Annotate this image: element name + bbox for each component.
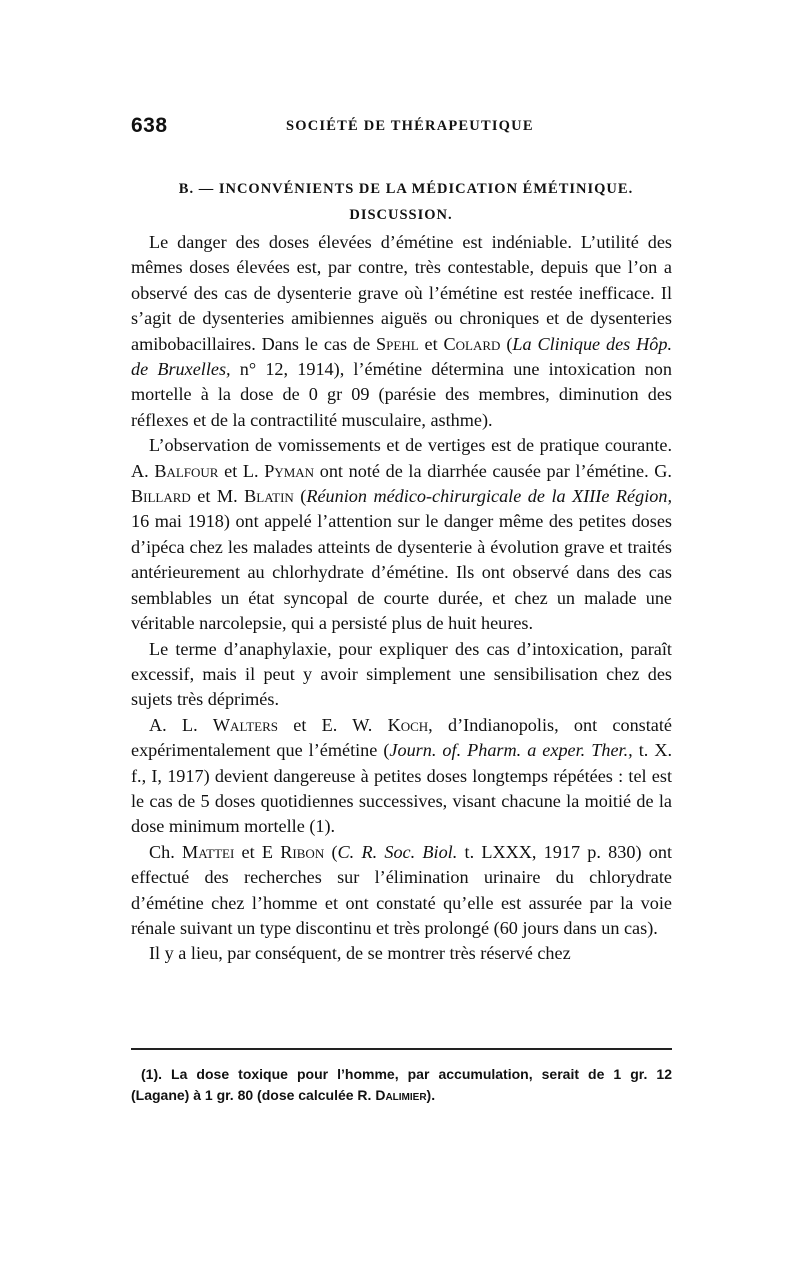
author-name: Dalimier xyxy=(375,1087,427,1103)
paragraph-6: Il y a lieu, par conséquent, de se montrer très réservé chez xyxy=(149,943,571,964)
body-text xyxy=(131,230,672,967)
author-name: Colard xyxy=(443,333,501,354)
author-name: Billard xyxy=(131,486,191,507)
author-name: Balfour xyxy=(154,460,219,481)
author-name: Ribon xyxy=(280,841,325,862)
text-run: L’observation de vomissements et de vertiges est de pratique courante. A. xyxy=(131,435,672,481)
author-name: Pyman xyxy=(264,460,315,481)
journal-citation: C. R. Soc. Biol. xyxy=(337,841,458,862)
section-title: B. — INCONVÉNIENTS DE LA MÉDICATION ÉMÉTINIQUE. xyxy=(178,181,634,197)
journal-citation: Réunion médico-chirurgicale de la XIIIe Région, xyxy=(306,486,672,507)
running-title: SOCIÉTÉ DE THÉRAPEUTIQUE xyxy=(286,118,534,134)
section-heading xyxy=(131,176,671,228)
text-run: , d’Indianopolis, ont constaté expérimentalement que l’émétine ( xyxy=(131,714,672,761)
author-name: Walters xyxy=(212,714,278,735)
paragraph-2 xyxy=(131,433,672,636)
page-header xyxy=(131,114,671,144)
text-run: et L. xyxy=(218,460,265,481)
text-run: A. L. xyxy=(149,714,213,735)
text-run: Ch. xyxy=(149,841,183,862)
text-run: 16 mai 1918) ont appelé l’attention sur le danger même des petites doses d’ipéca chez les malades atteints de dysenterie à évolution grave et traités antérieurement au chlorhydrate d’émétine. Ils ont observé dans des cas semblables un état syncopal de courte durée, et chez un malade une véritable narcolepsie, qui a persisté plus de huit heures. xyxy=(131,511,672,634)
author-name: Mattei xyxy=(182,841,235,862)
footnote-divider xyxy=(131,1048,672,1050)
text-run: et E xyxy=(234,841,281,862)
text-run: Le danger des doses élevées d’émétine est indéniable. L’utilité des mêmes doses élevées est, par contre, très contestable, depuis que l’on a observé des cas de dysenterie grave où l’émétine est restée inefficace. Il s’agit de dysenteries amibiennes aiguës ou chroniques et de dysenteries amibobacillaires. Dans le cas de xyxy=(131,232,672,354)
text-run: et xyxy=(418,333,444,354)
author-name: Koch xyxy=(387,714,429,735)
text-run: t. X. f., I, 1917) devient dangereuse à petites doses longtemps répétées : tel est le cas de 5 doses quotidiennes successives, visant chacune la moitié de la dose minimum mortelle (1). xyxy=(131,740,672,837)
text-run: et M. xyxy=(190,486,245,507)
text-run: (1). La dose toxique pour l’homme, par accumulation, serait de 1 gr. 12 (Lagane) à 1 gr. 80 (dose calculée R. xyxy=(131,1066,672,1103)
text-run: t. LXXX, 1917 p. 830) ont effectué des recherches sur l’élimination urinaire du chlorydrate d’émétine chez l’homme et ont constaté qu’elle est assurée par la voie rénale suivant un type discontinu et très prolongé (60 jours dans un cas). xyxy=(131,841,672,938)
text-run: ( xyxy=(324,841,338,862)
journal-citation: La Clinique des Hôp. de Bruxelles, xyxy=(131,333,672,380)
text-run: et E. W. xyxy=(277,714,388,735)
section-subtitle: DISCUSSION. xyxy=(349,207,453,223)
paragraph-4 xyxy=(131,713,672,840)
text-run: n° 12, 1914), l’émétine détermina une intoxication non mortelle à la dose de 0 gr 09 (parésie des membres, diminution des réflexes et de la contractilité musculaire, asthme). xyxy=(131,359,672,430)
text-run: ). xyxy=(426,1087,436,1103)
author-name: Blatin xyxy=(244,486,294,507)
page-number: 638 xyxy=(131,114,168,137)
author-name: Spehl xyxy=(376,333,419,354)
journal-citation: Journ. of. Pharm. a exper. Ther., xyxy=(389,740,633,761)
text-run: ont noté de la diarrhée causée par l’émétine. G. xyxy=(314,460,672,481)
footnote xyxy=(131,1064,672,1106)
paragraph-1 xyxy=(131,230,672,433)
text-run: ( xyxy=(500,333,513,354)
paragraph-5 xyxy=(131,840,672,942)
text-run: ( xyxy=(293,486,307,507)
paragraph-3: Le terme d’anaphylaxie, pour expliquer des cas d’intoxication, paraît excessif, mais il peut y avoir simplement une sensibilisation chez des sujets très déprimés. xyxy=(131,638,672,710)
